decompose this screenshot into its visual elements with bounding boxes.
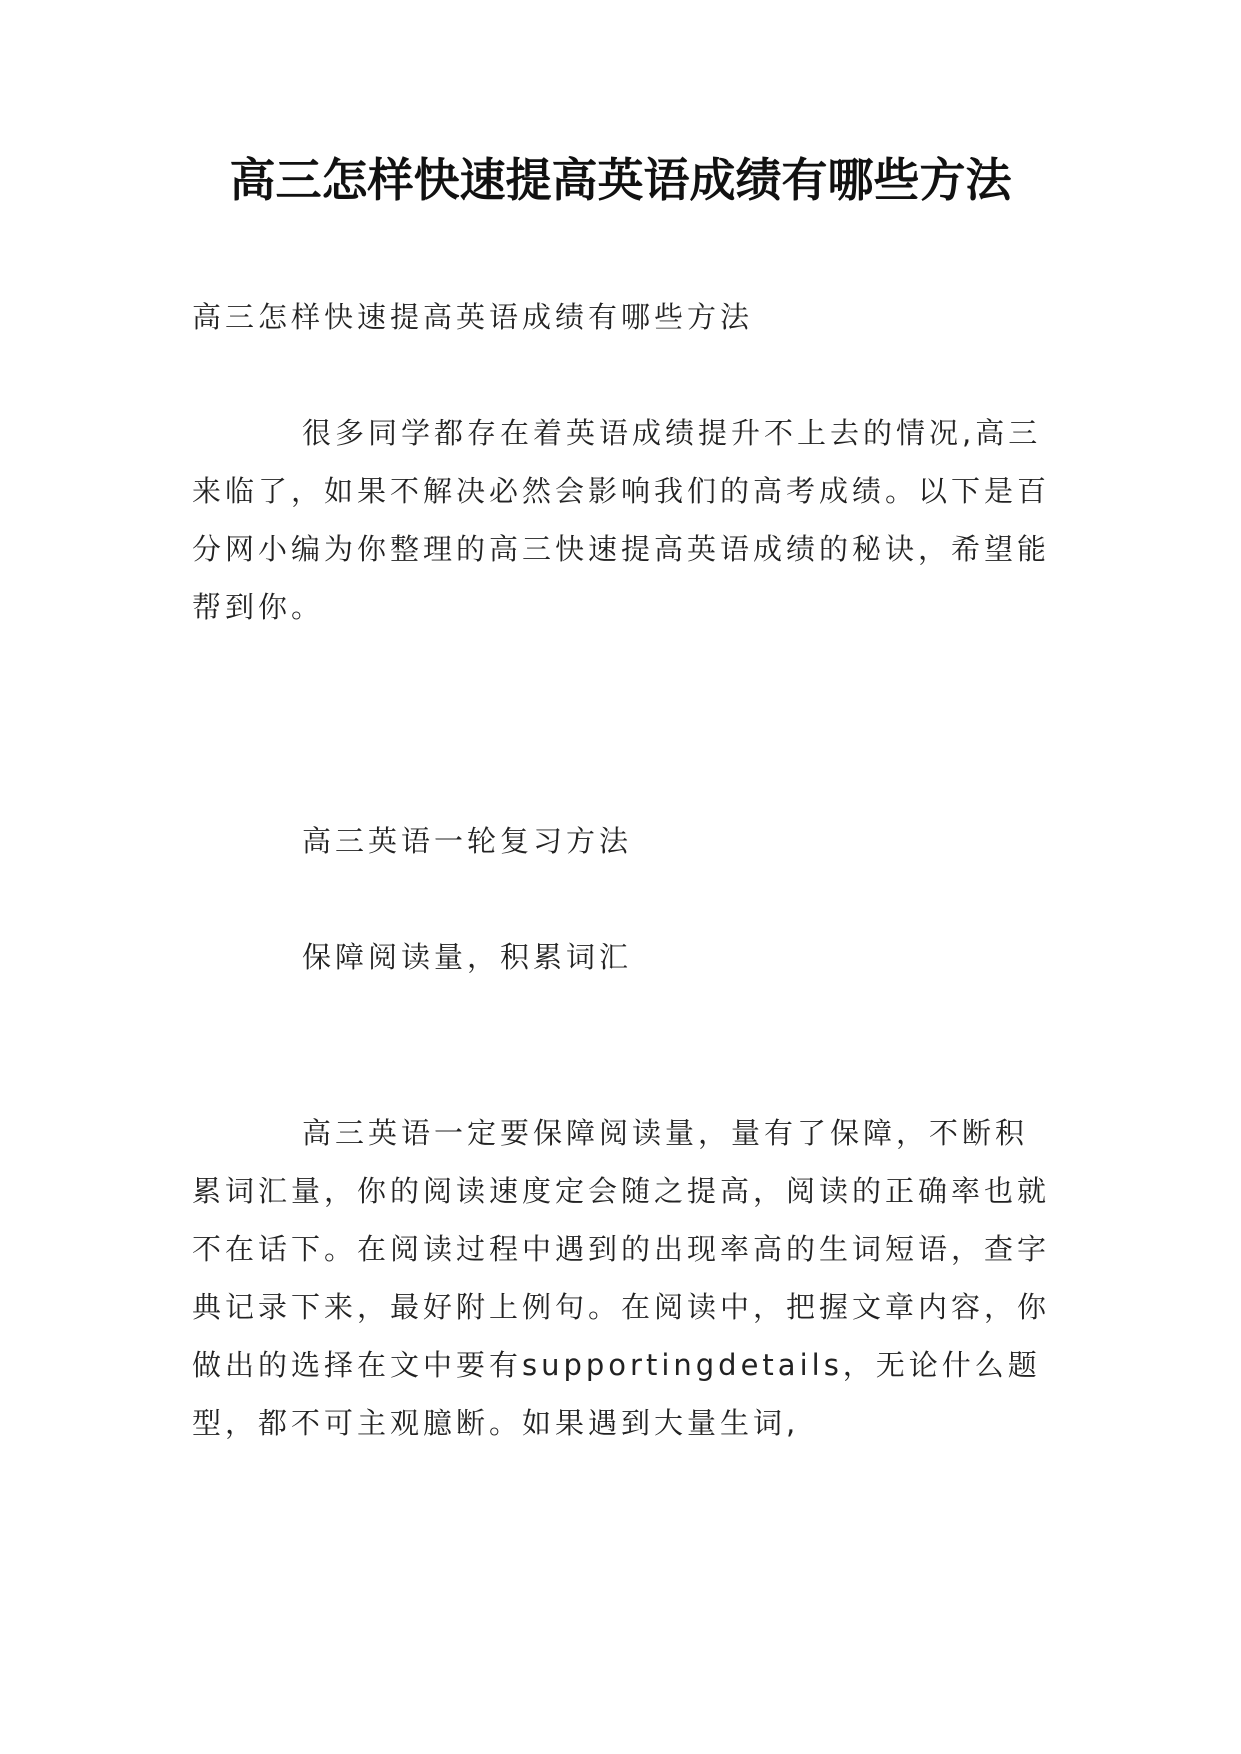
document-subtitle: 高三怎样快速提高英语成绩有哪些方法 bbox=[192, 300, 754, 334]
section-heading: 高三英语一轮复习方法 bbox=[302, 824, 633, 858]
intro-paragraph: 很多同学都存在着英语成绩提升不上去的情况,高三来临了，如果不解决必然会影响我们的高考成绩。以下是百分网小编为你整理的高三快速提高英语成绩的秘诀，希望能帮到你。 bbox=[192, 416, 1051, 624]
sub-heading: 保障阅读量，积累词汇 bbox=[302, 940, 633, 974]
reading-paragraph: 高三英语一定要保障阅读量，量有了保障，不断积累词汇量，你的阅读速度定会随之提高，阅读的正确率也就不在话下。在阅读过程中遇到的出现率高的生词短语，查字典记录下来，最好附上例句。在阅读中，把握文章内容，你做出的选择在文中要有supportingdetails，无论什么题型，都不可主观臆断。如果遇到大量生词, bbox=[192, 1116, 1051, 1440]
document-title: 高三怎样快速提高英语成绩有哪些方法 bbox=[229, 153, 1012, 207]
